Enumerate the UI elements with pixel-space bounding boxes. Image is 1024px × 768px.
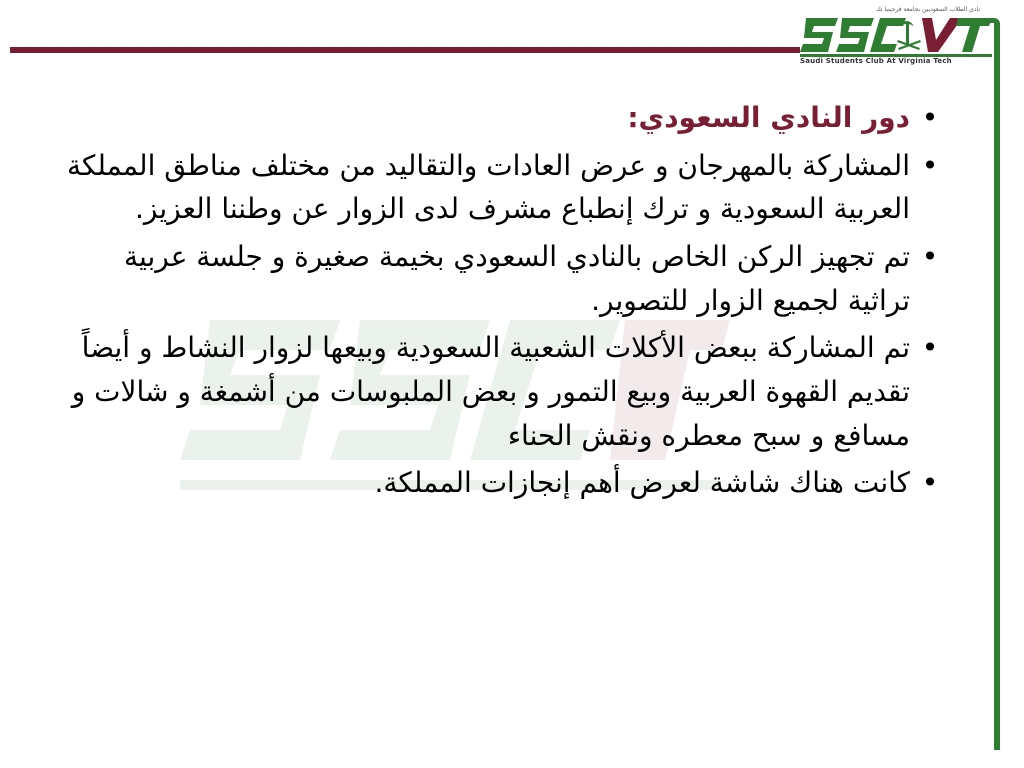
bullet-item [60,461,940,505]
side-rule [994,34,1000,750]
slide-body [60,96,940,509]
bullet-item [60,326,940,457]
logo-tagline: نادي الطلاب السعوديين بجامعة فرجينيا تك [875,6,980,13]
bullet-text: تم المشاركة ببعض الأكلات الشعبية السعودية وبيعها لزوار النشاط و أيضاً تقديم القهوة العربية وبيع التمور و بعض الملبوسات من أشمغة و شالات و مسافع و سبح معطره ونقش الحناء [71,331,910,452]
bullet-list [60,96,940,505]
bullet-marker: • [921,101,939,134]
bullet-marker: • [921,466,939,500]
section-heading: دور النادي السعودي: [627,101,910,134]
bullet-marker: • [921,240,939,274]
bullet-item [60,235,940,322]
bullet-marker: • [921,331,939,365]
bullet-text: المشاركة بالمهرجان و عرض العادات والتقاليد من مختلف مناطق المملكة العربية السعودية و ترك إنطباع مشرف لدى الزوار عن وطننا العزيز. [66,148,910,226]
bullet-marker: • [921,148,939,182]
bullet-item [60,144,940,231]
logo-caption: Saudi Students Club At Virginia Tech [800,57,952,65]
bullet-text: كانت هناك شاشة لعرض أهم إنجازات المملكة. [374,466,910,500]
bullet-text: تم تجهيز الركن الخاص بالنادي السعودي بخيمة صغيرة و جلسة عربية تراثية لجميع الزوار للتصوير. [123,240,910,317]
header-rule [10,47,800,53]
bullet-heading-item [60,96,940,140]
